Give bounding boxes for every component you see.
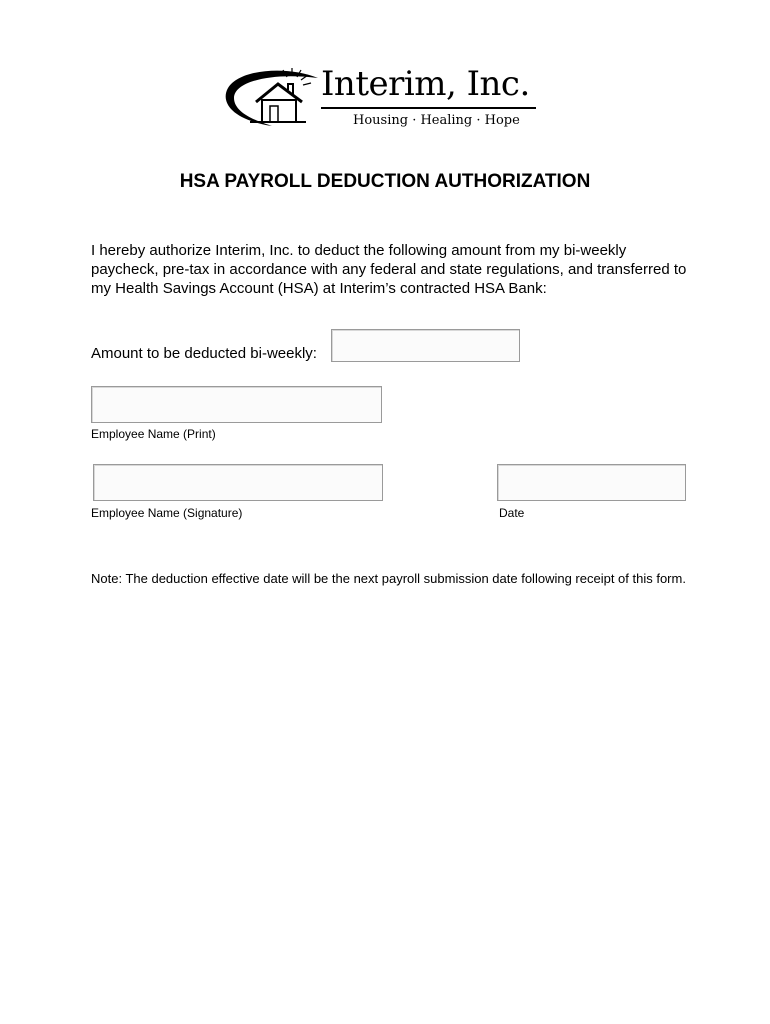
employee-signature-label: Employee Name (Signature) — [91, 506, 243, 520]
authorization-paragraph: I hereby authorize Interim, Inc. to deduct the following amount from my bi-weekly paycheck, pre-tax in accordance with any federal and state regulations, and transferred to my Health Savings Account (HSA) at Interim’s contracted HSA Bank: — [91, 242, 687, 297]
employee-name-print-field[interactable] — [91, 386, 382, 423]
employee-signature-input[interactable] — [94, 465, 382, 500]
logo-tagline: Housing · Healing · Hope — [353, 113, 520, 128]
effective-date-note: Note: The deduction effective date will be the next payroll submission date following receipt of this form. — [91, 571, 686, 586]
logo-company-name: Interim, Inc. — [321, 64, 530, 104]
date-input[interactable] — [498, 465, 685, 500]
employee-name-print-input[interactable] — [92, 387, 381, 422]
form-title: HSA PAYROLL DEDUCTION AUTHORIZATION — [179, 171, 591, 192]
date-label: Date — [499, 506, 525, 520]
amount-input[interactable] — [332, 330, 519, 361]
interim-logo — [220, 64, 540, 136]
house-swoosh-icon — [220, 64, 330, 136]
amount-label: Amount to be deducted bi-weekly: — [91, 345, 317, 362]
employee-signature-field[interactable] — [93, 464, 383, 501]
logo-underline — [321, 107, 536, 109]
employee-name-print-label: Employee Name (Print) — [91, 427, 216, 441]
amount-field[interactable] — [331, 329, 520, 362]
date-field[interactable] — [497, 464, 686, 501]
